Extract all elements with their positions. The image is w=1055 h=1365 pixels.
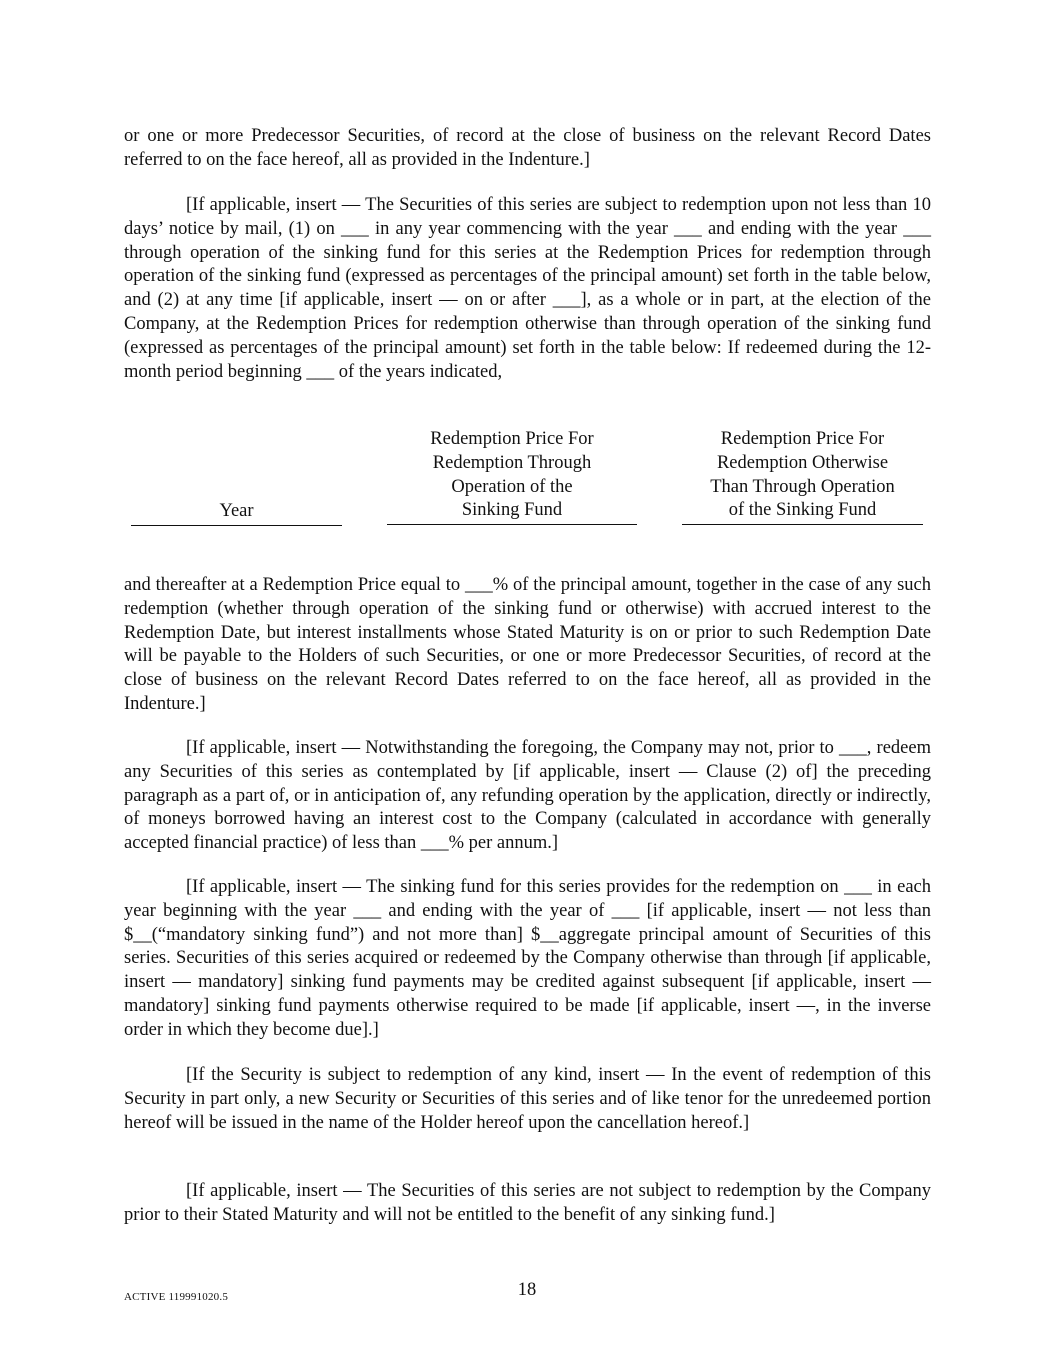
paragraph-notwithstanding: [If applicable, insert — Notwithstanding the foregoing, the Company may not, prior to ___, redeem any Securities of this series as contemplated by [if applicable, insert — Clause (2) of] the preceding paragraph as a part of, or in anticipation of, any refunding operation by the application, directly or indirectly, of moneys borrowed having an interest cost to the Company (calculated in accordance with generally accepted financial practice) of less than ___% per annum.] — [124, 738, 931, 854]
paragraph-continuation: or one or more Predecessor Securities, of record at the close of business on the relevant Record Dates referred to on the face hereof, all as provided in the Indenture.] — [124, 126, 931, 170]
table-header-otherwise-price: Redemption Price For Redemption Otherwise Than Through Operation of the Sinking Fund — [682, 428, 923, 525]
table-header-sinking-fund-price: Redemption Price For Redemption Through Operation of the Sinking Fund — [387, 428, 637, 525]
paragraph-thereafter: and thereafter at a Redemption Price equal to ___% of the principal amount, together in the case of any such redemption (whether through operation of the sinking fund or otherwise) with accrued interest to the Redemption Date, but interest installments whose Stated Maturity is on or prior to such Redemption Date will be payable to the Holders of such Securities, or one or more Predecessor Securities, of record at the close of business on the relevant Record Dates referred to on the face hereof, all as provided in the Indenture.] — [124, 575, 931, 714]
document-id: ACTIVE 119991020.5 — [124, 1291, 229, 1303]
paragraph-partial-redemption: [If the Security is subject to redemption of any kind, insert — In the event of redemption of this Security in part only, a new Security or Securities of this series and of like tenor for the unredeemed portion hereof will be issued in the name of the Holder hereof upon the cancellation hereof.] — [124, 1065, 931, 1133]
paragraph-not-subject: [If applicable, insert — The Securities of this series are not subject to redemption by the Company prior to their Stated Maturity and will not be entitled to the benefit of any sinking fund.] — [124, 1181, 931, 1225]
table-header-year: Year — [131, 500, 342, 526]
page-number: 18 — [517, 1280, 537, 1300]
paragraph-redemption-terms: [If applicable, insert — The Securities of this series are subject to redemption upon not less than 10 days’ notice by mail, (1) on ___ in any year commencing with the year ___ and ending with the year ___ through operation of the sinking fund for this series at the Redemption Prices for redemption through operation of the sinking fund (expressed as percentages of the principal amount) set forth in the table below, and (2) at any time [if applicable, insert — on or after ___], as a whole or in part, at the election of the Company, at the Redemption Prices for redemption otherwise than through operation of the sinking fund (expressed as percentages of the principal amount) set forth in the table below: If redeemed during the 12-month period beginning ___ of the years indicated, — [124, 195, 931, 382]
paragraph-sinking-fund: [If applicable, insert — The sinking fund for this series provides for the redemption on ___ in each year beginning with the year ___ and ending with the year of ___ [if applicable, insert — not less than $__(“mandatory sinking fund”) and not more than] $__aggregate principal amount of Securities of this series. Securities of this series acquired or redeemed by the Company otherwise than through [if applicable, insert — mandatory] sinking fund payments may be credited against subsequent [if applicable, insert — mandatory] sinking fund payments otherwise required to be made [if applicable, insert —, in the inverse order in which they become due].] — [124, 877, 931, 1040]
